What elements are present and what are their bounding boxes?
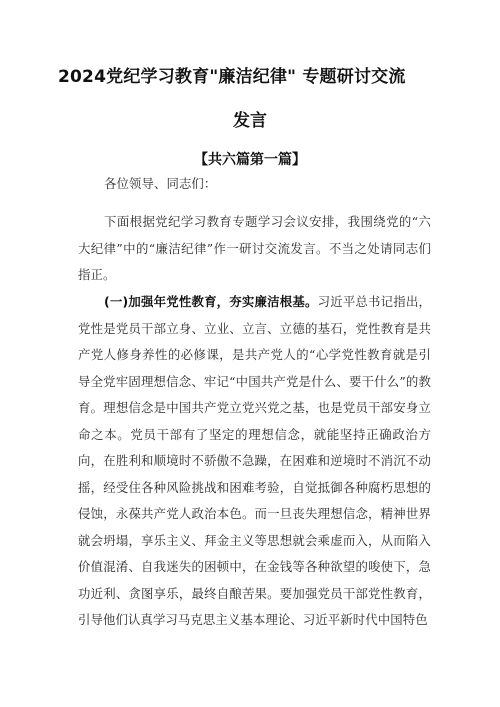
salutation: 各位领导、同志们： xyxy=(104,176,217,191)
document-title: 2024党纪学习教育"廉洁纪律" 专题研讨交流 xyxy=(58,67,406,87)
document-title-continued: 发言 xyxy=(233,111,267,131)
document-subtitle: 【共六篇第一篇】 xyxy=(194,152,306,168)
intro-paragraph: 下面根据党纪学习教育专题学习会议安排，我围绕党的“六大纪律”中的“廉洁纪律”作一研讨交流发言。不当之处请同志们指正。 xyxy=(78,214,431,282)
section-1-paragraph xyxy=(78,289,431,634)
section-1-text: 习近平总书记指出，党性是党员干部立身、立业、立言、立德的基石，党性教育是共产党人修身养性的必修课，是共产党人的“心学党性教育就是引导全党牢固理想信念、牢记“中国共产党是什么、要干什么”的教育。理想信念是中国共产党立党兴党之基，也是党员干部安身立命之本。党员干部有了坚定的理想信念，就能坚持正确政治方向，在胜利和顺境时不骄傲不急躁，在困难和逆境时不消沉不动摇，经受住各种风险挑战和困难考验，自觉抵御各种腐朽思想的侵蚀，永葆共产党人政治本色。而一旦丧失理想信念，精神世界就会坍塌，享乐主义、拜金主义等思想就会乘虚而入，从而陷入价值混淆、自我迷失的困顿中，在金钱等各种欲望的唆使下，急功近利、贪图享乐，最终自酿苦果。要加强党员干部党性教育，引导他们认真学习马克思主义基本理论、习近平新时代中国特色 xyxy=(78,294,431,627)
section-1-heading: (一)加强年党性教育，夯实廉洁根基。 xyxy=(104,294,318,309)
